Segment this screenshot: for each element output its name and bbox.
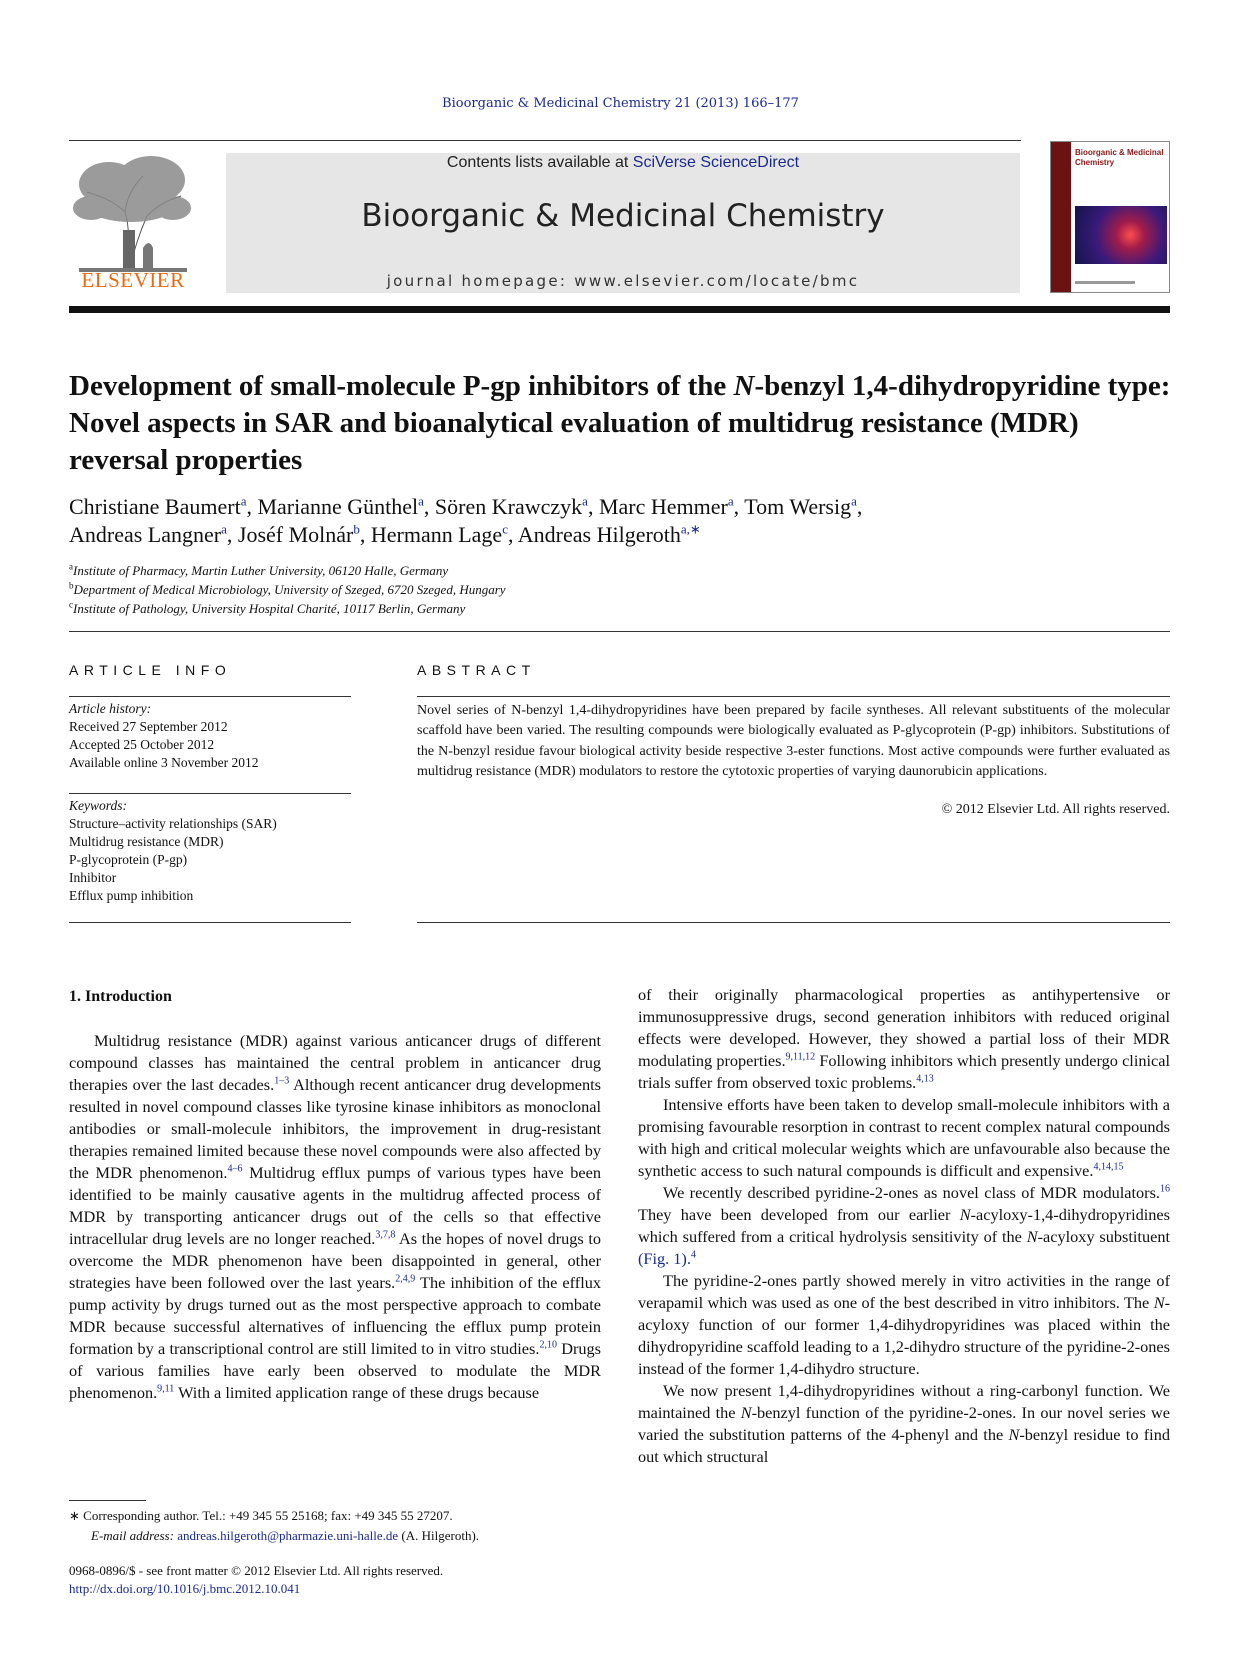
keyword: P-glycoprotein (P-gp) <box>69 852 188 867</box>
issn-line: 0968-0896/$ - see front matter © 2012 Elsevier Ltd. All rights reserved. <box>69 1563 444 1578</box>
citation-link[interactable]: 9,11 <box>157 1383 175 1395</box>
intro-paragraph: We now present 1,4-dihydropyridines without a ring-carbonyl function. We maintained the N-benzyl function of the pyridine-2-ones. In our novel series we varied the substitution patterns of the 4-phenyl and the N-benzyl residue to find out which structural <box>638 1381 1171 1466</box>
history-label: Article history: <box>69 701 152 716</box>
accepted-date: Accepted 25 October 2012 <box>69 737 215 752</box>
keywords-label: Keywords: <box>69 798 127 813</box>
cover-image <box>1075 206 1167 264</box>
italic-text: N <box>1008 1425 1020 1444</box>
info-rule <box>69 696 351 697</box>
body-column-right <box>638 984 1170 1468</box>
title-part-2: -benzyl 1,4-dihydropyridine type: Novel aspects in SAR and bioanalytical evaluation of multidrug resistance (MDR) reversal properties <box>69 370 1171 476</box>
intro-paragraph: The pyridine-2-ones partly showed merely in vitro activities in the range of verapamil which was used as one of the best described in vitro inhibitors. The N-acyloxy function of our former 1,4-dihydropyridines was placed within the dihydropyridine scaffold leading to a 1,2-dihydro structure of the pyridine-2-ones instead of the former 1,4-dihydro structure. <box>638 1271 1170 1378</box>
email-suffix: (A. Hilgeroth). <box>398 1528 480 1543</box>
keyword: Structure–activity relationships (SAR) <box>69 816 277 831</box>
citation-link[interactable]: 4,13 <box>916 1073 934 1085</box>
affiliation-rule <box>69 631 1170 632</box>
author[interactable]: Joséf Molnár$^b$ <box>237 521 360 547</box>
citation-link[interactable]: 4 <box>690 1249 696 1261</box>
author[interactable]: Andreas Hilgeroth$^{a,∗}$ <box>517 521 701 547</box>
affiliation: $^b$Department of Medical Microbiology, University of Szeged, 6720 Szeged, Hungary <box>69 580 506 597</box>
italic-text: N <box>1026 1227 1038 1246</box>
abstract-rule <box>417 696 1170 697</box>
journal-reference-link[interactable]: Bioorganic & Medicinal Chemistry 21 (2013) 166–177 <box>442 96 799 111</box>
figure-link[interactable]: (Fig. 1). <box>638 1249 691 1268</box>
citation-link[interactable]: 2,10 <box>539 1339 557 1351</box>
citation-link[interactable]: 3,7,8 <box>375 1229 396 1241</box>
info-rule <box>69 793 351 794</box>
journal-cover-thumbnail <box>1050 141 1170 293</box>
keyword: Inhibitor <box>69 870 117 885</box>
citation-link[interactable]: 4–6 <box>227 1163 243 1175</box>
intro-paragraph: Intensive efforts have been taken to develop small-molecule inhibitors with a promising favourable resorption in contrast to recent complex natural compounds with high and critical molecular weights which are unfavourable also because the synthetic access to such natural compounds is difficult and expensive.$^{4,14,15}$ <box>638 1095 1170 1180</box>
title-italic: N <box>733 370 755 402</box>
doi-link[interactable]: http://dx.doi.org/10.1016/j.bmc.2012.10.041 <box>69 1581 301 1596</box>
keyword: Efflux pump inhibition <box>69 888 194 903</box>
header-rule <box>69 140 1021 141</box>
footnote-rule <box>69 1500 146 1501</box>
online-date: Available online 3 November 2012 <box>69 755 259 770</box>
italic-text: N <box>1153 1293 1165 1312</box>
email-line <box>69 1526 629 1546</box>
italic-text: N <box>740 1403 752 1422</box>
body-column-left <box>69 1030 601 1404</box>
cover-footer-bar <box>1075 281 1135 284</box>
sciencedirect-link[interactable]: SciVerse ScienceDirect <box>632 154 800 171</box>
author[interactable]: Christiane Baumert$^a$ <box>69 493 247 519</box>
article-info-heading: ARTICLE INFO <box>69 662 232 678</box>
abstract-copyright: © 2012 Elsevier Ltd. All rights reserved. <box>941 802 1170 817</box>
author[interactable]: Marc Hemmer$^a$ <box>598 493 734 519</box>
cover-title: Bioorganic & Medicinal Chemistry <box>1075 148 1164 167</box>
abstract-heading: ABSTRACT <box>417 662 536 678</box>
author[interactable]: Tom Wersig$^a$ <box>744 493 857 519</box>
cover-spine <box>1051 142 1071 292</box>
affiliation: $^a$Institute of Pharmacy, Martin Luther University, 06120 Halle, Germany <box>69 561 449 578</box>
citation-link[interactable]: 16 <box>1160 1183 1170 1195</box>
author[interactable]: Sören Krawczyk$^a$ <box>434 493 588 519</box>
intro-paragraph: of their originally pharmacological properties as antihypertensive or immunosuppressive drugs, second generation inhibitors with reduced original effects were developed. However, they showed a partial loss of their MDR modulating properties.$^{9,11,12}$ Following inhibitors which presently undergo clinical trials suffer from observed toxic problems.$^{4,13}$ <box>638 985 1170 1092</box>
corresponding-author-line: ∗ Corresponding author. Tel.: +49 345 55 25168; fax: +49 345 55 27207. <box>69 1508 453 1523</box>
keyword: Multidrug resistance (MDR) <box>69 834 224 849</box>
keywords <box>69 797 351 905</box>
affiliation: $^c$Institute of Pathology, University Hospital Charité, 10117 Berlin, Germany <box>69 599 466 616</box>
citation-link[interactable]: 4,14,15 <box>1093 1161 1124 1173</box>
info-rule <box>69 922 351 923</box>
journal-title: Bioorganic & Medicinal Chemistry <box>361 198 885 234</box>
author[interactable]: Andreas Langner$^a$ <box>69 521 227 547</box>
corresponding-author-footnote <box>69 1506 629 1546</box>
email-link[interactable]: andreas.hilgeroth@pharmazie.uni-halle.de <box>177 1528 399 1543</box>
elsevier-wordmark: ELSEVIER <box>81 268 185 292</box>
journal-homepage[interactable]: journal homepage: www.elsevier.com/locate/bmc <box>386 272 860 290</box>
abstract-text: Novel series of N-benzyl 1,4-dihydropyridines have been prepared by facile syntheses. All relevant substituents of the molecular scaffold have been varied. The resulting compounds were biologically evaluated as P-glycoprotein (P-gp) inhibitors. Substitutions of the N-benzyl residue favour biological activity beside respective 3-ester functions. Most active compounds were further evaluated as multidrug resistance (MDR) modulators to restore the cytotoxic properties of varying daunorubicin applications. <box>417 703 1170 779</box>
citation-link[interactable]: 1–3 <box>274 1075 290 1087</box>
article-history <box>69 700 351 772</box>
contents-prefix: Contents lists available at <box>446 154 633 171</box>
citation-link[interactable]: 9,11,12 <box>785 1051 816 1063</box>
received-date: Received 27 September 2012 <box>69 719 228 734</box>
contents-line <box>226 154 1020 172</box>
intro-paragraph: We recently described pyridine-2-ones as novel class of MDR modulators.$^{16}$ They have been developed from our earlier N-acyloxy-1,4-dihydropyridines which suffered from a critical hydrolysis sensitivity of the N-acyloxy substituent (Fig. 1).$^4$ <box>638 1183 1170 1268</box>
masthead-thick-rule <box>69 306 1170 313</box>
intro-paragraph: Multidrug resistance (MDR) against various anticancer drugs of different compound classes has maintained the central problem in anticancer drug therapies over the last decades.$^{1-3}$ Although recent anticancer drug developments resulted in novel compound classes like tyrosine kinase inhibitors as monoclonal antibodies or small-molecule inhibitors, the improvement in drug-resistant therapies remained limited because these novel compounds were also affected by the MDR phenomenon.$^{4-6}$ Multidrug efflux pumps of various types have been identified to be mainly causative agents in the multidrug affected process of MDR by transporting anticancer drugs out of the cells so that effective intracellular drug levels are no longer reached.$^{3,7,8}$ As the hopes of novel drugs to overcome the MDR phenomenon have been disappointed in general, other strategies have been followed over the last years.$^{2,4,9}$ The inhibition of the efflux pump activity by drugs turned out as the most perspective approach to combate MDR because successful alternatives of influencing the efflux pump protein formation by a transcriptional control are still limited to in vitro studies.$^{2,10}$ Drugs of various families have early been observed to modulate the MDR phenomenon.$^{9,11}$ With a limited application range of these drugs because <box>69 1031 602 1402</box>
front-matter <box>69 1562 443 1598</box>
citation-link[interactable]: 2,4,9 <box>395 1273 416 1285</box>
introduction-heading: 1. Introduction <box>69 988 172 1005</box>
author[interactable]: Hermann Lage$^c$ <box>370 521 508 547</box>
italic-text: N <box>959 1205 971 1224</box>
author-list: Christiane Baumert$^a$, Marianne Günthel$^a$, Sören Krawczyk$^a$, Marc Hemmer$^a$, Tom Wersig$^a$, Andreas Langner$^a$, Joséf Molnár$^b$, Hermann Lage$^c$, Andreas Hilgeroth$^{a,∗}$ <box>69 493 863 547</box>
email-label: E-mail address: <box>91 1528 174 1543</box>
article-title <box>69 368 1179 479</box>
author[interactable]: Marianne Günthel$^a$ <box>257 493 424 519</box>
abstract-rule <box>417 922 1170 923</box>
title-part-1: Development of small-molecule P-gp inhibitors of the <box>69 370 734 402</box>
